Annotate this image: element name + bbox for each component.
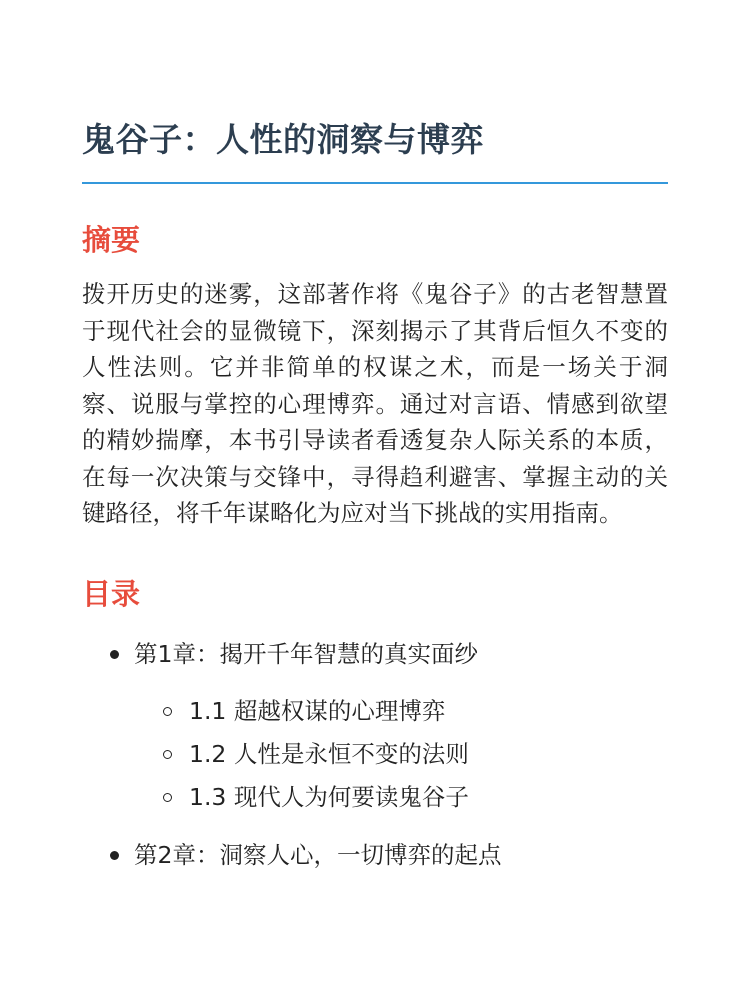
chapter-sections [134,690,668,819]
toc-chapter-2 [82,837,668,873]
table-of-contents [82,636,668,873]
chapter-title: 第1章：揭开千年智慧的真实面纱 [134,639,478,668]
bullet-dot-icon [110,650,119,659]
abstract-text: 拨开历史的迷雾，这部著作将《鬼谷子》的古老智慧置于现代社会的显微镜下，深刻揭示了其背后恒久不变的人性法则。它并非简单的权谋之术，而是一场关于洞察、说服与掌控的心理博弈。通过对言语、情感到欲望的精妙揣摩，本书引导读者看透复杂人际关系的本质，在每一次决策与交锋中，寻得趋利避害、掌握主动的关键路径，将千年谋略化为应对当下挑战的实用指南。 [82,280,668,527]
title-divider [82,182,668,184]
bullet-circle-icon [163,707,172,716]
toc-section-item [134,776,668,819]
chapter-title: 第2章：洞察人心，一切博弈的起点 [134,840,502,869]
toc-section-item [134,690,668,733]
bullet-circle-icon [163,793,172,802]
abstract-heading: 摘要 [82,223,141,257]
section-title: 1.1 超越权谋的心理博弈 [189,696,446,725]
toc-heading: 目录 [82,576,141,611]
bullet-circle-icon [163,750,172,759]
bullet-dot-icon [110,851,119,860]
toc-chapter-1 [82,636,668,819]
section-title: 1.3 现代人为何要读鬼谷子 [189,782,469,811]
toc-section-item [134,733,668,776]
section-title: 1.2 人性是永恒不变的法则 [189,739,469,768]
page-title: 鬼谷子：人性的洞察与博弈 [82,120,484,159]
